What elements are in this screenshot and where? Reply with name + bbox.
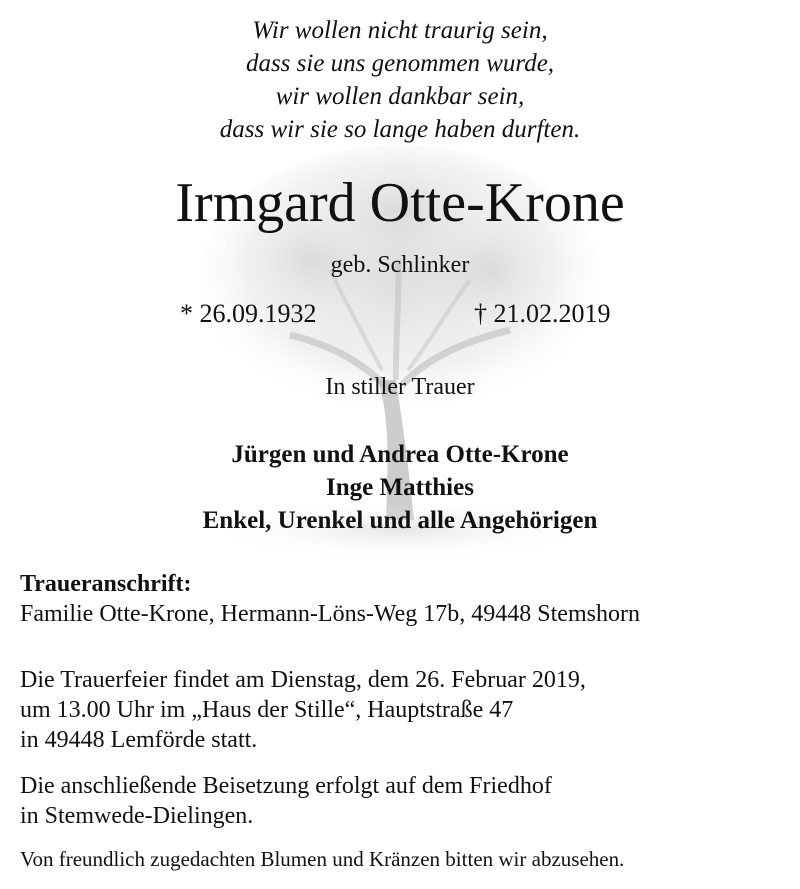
ceremony-line: in 49448 Lemförde statt.	[20, 727, 258, 753]
birth-name: geb. Schlinker	[330, 252, 470, 278]
poem-line: dass wir sie so lange haben durften.	[219, 116, 581, 143]
poem	[0, 14, 800, 146]
ceremony-block	[20, 665, 586, 755]
burial-line: Die anschließende Beisetzung erfolgt auf dem Friedhof	[20, 773, 552, 799]
flowers-note: Von freundlich zugedachten Blumen und Kränzen bitten wir abzusehen.	[20, 847, 625, 871]
address-label: Traueranschrift:	[20, 571, 192, 597]
mourner-line: Inge Matthies	[326, 474, 474, 501]
mourners-list	[0, 438, 800, 537]
burial-line: in Stemwede-Dielingen.	[20, 803, 254, 829]
mourner-line: Jürgen und Andrea Otte-Krone	[231, 441, 569, 468]
mourner-line: Enkel, Urenkel und alle Angehörigen	[202, 507, 598, 534]
death-date: † 21.02.2019	[474, 299, 611, 328]
mourning-intro: In stiller Trauer	[325, 374, 475, 400]
birth-date: * 26.09.1932	[180, 299, 317, 328]
poem-line: wir wollen dankbar sein,	[275, 83, 525, 110]
poem-line: dass sie uns genommen wurde,	[245, 50, 555, 77]
deceased-name: Irmgard Otte-Krone	[175, 172, 625, 234]
burial-block	[20, 771, 552, 831]
poem-line: Wir wollen nicht traurig sein,	[252, 17, 548, 44]
address-block	[20, 569, 640, 629]
ceremony-line: Die Trauerfeier findet am Dienstag, dem 26. Februar 2019,	[20, 667, 586, 693]
address-line: Familie Otte-Krone, Hermann-Löns-Weg 17b, 49448 Stemshorn	[20, 601, 640, 627]
ceremony-line: um 13.00 Uhr im „Haus der Stille“, Hauptstraße 47	[20, 697, 514, 723]
